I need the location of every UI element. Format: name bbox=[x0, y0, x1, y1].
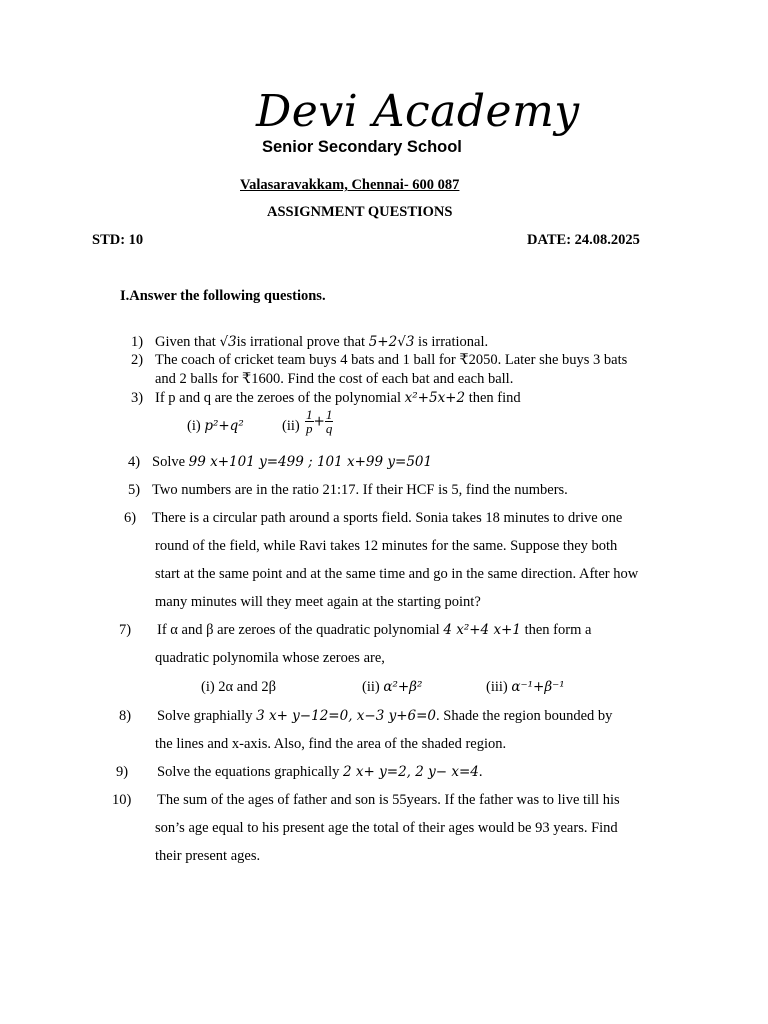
question-6-line: There is a circular path around a sports field. Sonia takes 18 minutes to drive one bbox=[152, 510, 623, 526]
question-3-text: If p and q are the zeroes of the polynomial x²+5x+2 then find bbox=[155, 390, 521, 406]
polynomial-expr: x²+5x+2 bbox=[404, 390, 466, 406]
question-number: 7) bbox=[119, 622, 132, 638]
question-6-line: start at the same point and at the same time and go in the same direction. After how bbox=[155, 566, 639, 582]
question-2-line1: The coach of cricket team buys 4 bats and 1 ball for ₹2050. Later she buys 3 bats bbox=[155, 352, 628, 368]
question-3-part-i: (i) p²+q² bbox=[187, 418, 244, 434]
question-10-line: The sum of the ages of father and son is 55years. If the father was to live till his bbox=[157, 792, 620, 808]
question-10-line: their present ages. bbox=[155, 848, 261, 864]
section-heading: I.Answer the following questions. bbox=[120, 288, 326, 304]
question-9-text: Solve the equations graphically 2 x+ y=2, 2 y− x=4. bbox=[157, 764, 483, 780]
question-7-part-ii: (ii) α²+β² bbox=[362, 679, 423, 695]
question-2-line2: and 2 balls for ₹1600. Find the cost of each bat and each ball. bbox=[155, 371, 514, 387]
document-title: ASSIGNMENT QUESTIONS bbox=[267, 204, 453, 220]
question-number: 1) bbox=[131, 334, 144, 350]
logo-subtitle: Senior Secondary School bbox=[262, 138, 462, 156]
question-7-part-iii: (iii) α⁻¹+β⁻¹ bbox=[486, 679, 565, 695]
logo-name: Devi Academy bbox=[256, 86, 580, 137]
question-7-text: If α and β are zeroes of the quadratic polynomial 4 x²+4 x+1 then form a bbox=[157, 622, 592, 638]
question-6-line: many minutes will they meet again at the starting point? bbox=[155, 594, 481, 610]
question-5-text: Two numbers are in the ratio 21:17. If their HCF is 5, find the numbers. bbox=[152, 482, 568, 498]
question-10-line: son’s age equal to his present age the total of their ages would be 93 years. Find bbox=[155, 820, 618, 836]
question-3-part-ii-expr: $\frac{1}{p}$ + $\frac{1}{q}$ bbox=[306, 407, 333, 436]
question-number: 6) bbox=[124, 510, 137, 526]
question-number: 10) bbox=[112, 792, 132, 808]
question-3-part-ii-label: (ii) bbox=[282, 418, 300, 434]
school-address: Valasaravakkam, Chennai- 600 087 bbox=[240, 177, 460, 193]
question-number: 5) bbox=[128, 482, 141, 498]
question-7-line2: quadratic polynomila whose zeroes are, bbox=[155, 650, 385, 666]
question-1-text: Given that √3is irrational prove that 5+2√3 is irrational. bbox=[155, 334, 489, 350]
question-8-line2: the lines and x-axis. Also, find the area of the shaded region. bbox=[155, 736, 507, 752]
question-8-text: Solve graphially 3 x+ y−12=0, x−3 y+6=0. Shade the region bounded by bbox=[157, 708, 613, 724]
std-label: STD: 10 bbox=[92, 232, 144, 248]
question-7-part-i: (i) 2α and 2β bbox=[201, 679, 276, 695]
question-number: 3) bbox=[131, 390, 144, 406]
question-number: 4) bbox=[128, 454, 141, 470]
date-label: DATE: 24.08.2025 bbox=[527, 232, 640, 248]
sqrt-3: √3 bbox=[219, 334, 237, 350]
question-number: 8) bbox=[119, 708, 132, 724]
question-4-text: Solve 99 x+101 y=499 ; 101 x+99 y=501 bbox=[152, 454, 433, 470]
question-number: 2) bbox=[131, 352, 144, 368]
question-6-line: round of the field, while Ravi takes 12 minutes for the same. Suppose they both bbox=[155, 538, 618, 554]
question-number: 9) bbox=[116, 764, 129, 780]
